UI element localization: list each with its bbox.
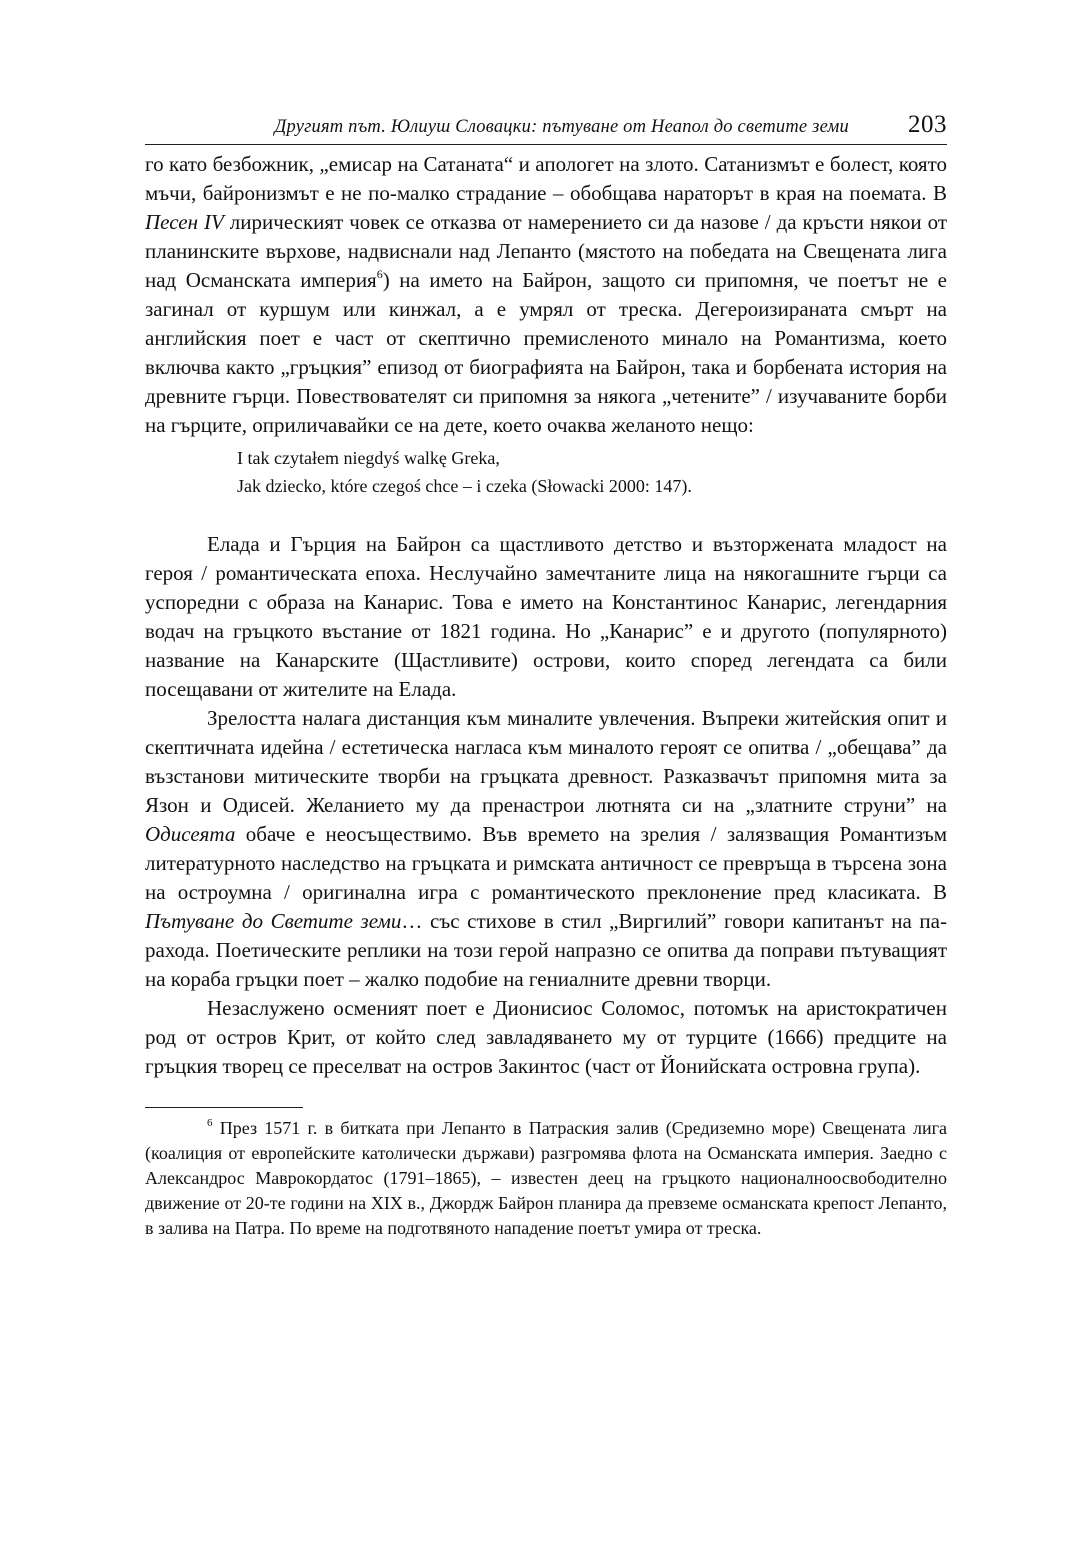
page-number: 203: [908, 111, 947, 138]
verse-quotation: [237, 444, 947, 500]
footnote-divider: [145, 1107, 303, 1108]
paragraph-4: Незаслужено осменият поет е Дионисиос Соломос, потомък на аристократичен род от остров Крит, от който след завладяването му от турците (1666) предците на гръцкия творец се преселват на остров Закинтос (част от Йонийската островна група).: [145, 996, 947, 1078]
paragraph-1-text-c: ) на името на Байрон, защото си припомня, че поетът не е загинал от куршум или кинжал, а е умрял от треска. Дегероизираната смърт на английския поет е част от скептично премисленото минало на Романтизма, което включва както „гръцкия” епизод от биографията на Байрон, така и борбената история на древните гърци. Повествователят си припомня за някога „четените” / изучаваните борби на гърците, оприличавайки се на дете, което очаква желаното нещо:: [145, 268, 948, 437]
footnote-text: През 1571 г. в битката при Лепанто в Патраския залив (Средиземно море) Свещената лига (коалиция от европейските католически държави) разгромява флота на Османската империя. Заедно с Александрос Маврокордатос (1791–1865), – известен деец на гръцкото националноосвободително движение от 20-те години на XIX в., Джордж Байрон планира да превземе османската крепост Лепанто, в залива на Патра. По време на подготвяното нападение поетът умира от треска.: [145, 1118, 947, 1238]
paragraph-1-text-a: го като безбожник, „емисар на Сатаната“ и апологет на злото. Сатанизмът е болест, която мъчи, байронизмът е не по-малко страдание – обобщава нараторът в края на поемата. В: [145, 152, 947, 205]
verse-line-1: I tak czytałem niegdyś walkę Greka,: [237, 448, 500, 468]
body-text: [145, 150, 947, 1081]
paragraph-3: [145, 704, 947, 994]
paragraph-1: [145, 150, 947, 440]
book-page: [145, 108, 947, 1241]
paragraph-1-text-b: лирическият човек се отказва от намерението си да назове / да кръсти някои от планинските върхове, надвиснали над Лепанто (мястото на победата на Свещената лига над Османската империя: [145, 210, 947, 292]
running-header: [145, 108, 947, 145]
footnote-6: [145, 1116, 947, 1241]
paragraph-3-italic-odyssey: Одисеята: [145, 822, 236, 846]
footnote-reference[interactable]: 6: [376, 267, 383, 281]
paragraph-1-italic-title: Песен IV: [145, 210, 224, 234]
running-title: Другият път. Юлиуш Словацки: пътуване от Неапол до светите земи: [274, 117, 849, 137]
paragraph-2: Елада и Гърция на Байрон са щастливото детство и възторжената младост на героя / романтическата епоха. Неслучайно замечтаните лица на някогашните гърци са успоредни с образа на Канарис. Това е името на Константинос Канарис, легендарния водач на гръцкото въстание от 1821 година. Но „Канарис” е и другото (популярното) название на Канарските (Щастливите) острови, които според легендата са били посещавани от жителите на Елада.: [145, 532, 947, 701]
paragraph-3-text-a: Зрелостта налага дистанция към миналите увлечения. Въпреки житейския опит и скептичната идейна / естетическа нагласа към миналото героят се опитва / „обещава” да възстанови митическите творби на гръцката древност. Разказвачът припомня мита за Язон и Одисей. Желанието му да пренастрои лютнята си на „златните струни” на: [145, 706, 947, 817]
paragraph-3-text-c: … със стихове в стил „Виргилий” говори капитанът на парахода. Поетическите реплики на този герой напразно се опитва да поправи пътуващият на кораба гръцки поет – жалко подобие на гениалните древни творци.: [145, 909, 947, 991]
footnote-number: 6: [207, 1117, 213, 1129]
verse-line-2: Jak dziecko, które czegoś chce – i czeka (Słowacki 2000: 147).: [237, 476, 692, 496]
paragraph-3-text-b: обаче е неосъществимо. Във времето на зрелия / залязващия Романтизъм литературното наследство на гръцката и римската античност се превръща в търсена зона на остроумна / оригинална игра с романтическото преклонение пред класиката. В: [145, 822, 947, 904]
paragraph-3-italic-title: Пътуване до Светите земи: [145, 909, 402, 933]
